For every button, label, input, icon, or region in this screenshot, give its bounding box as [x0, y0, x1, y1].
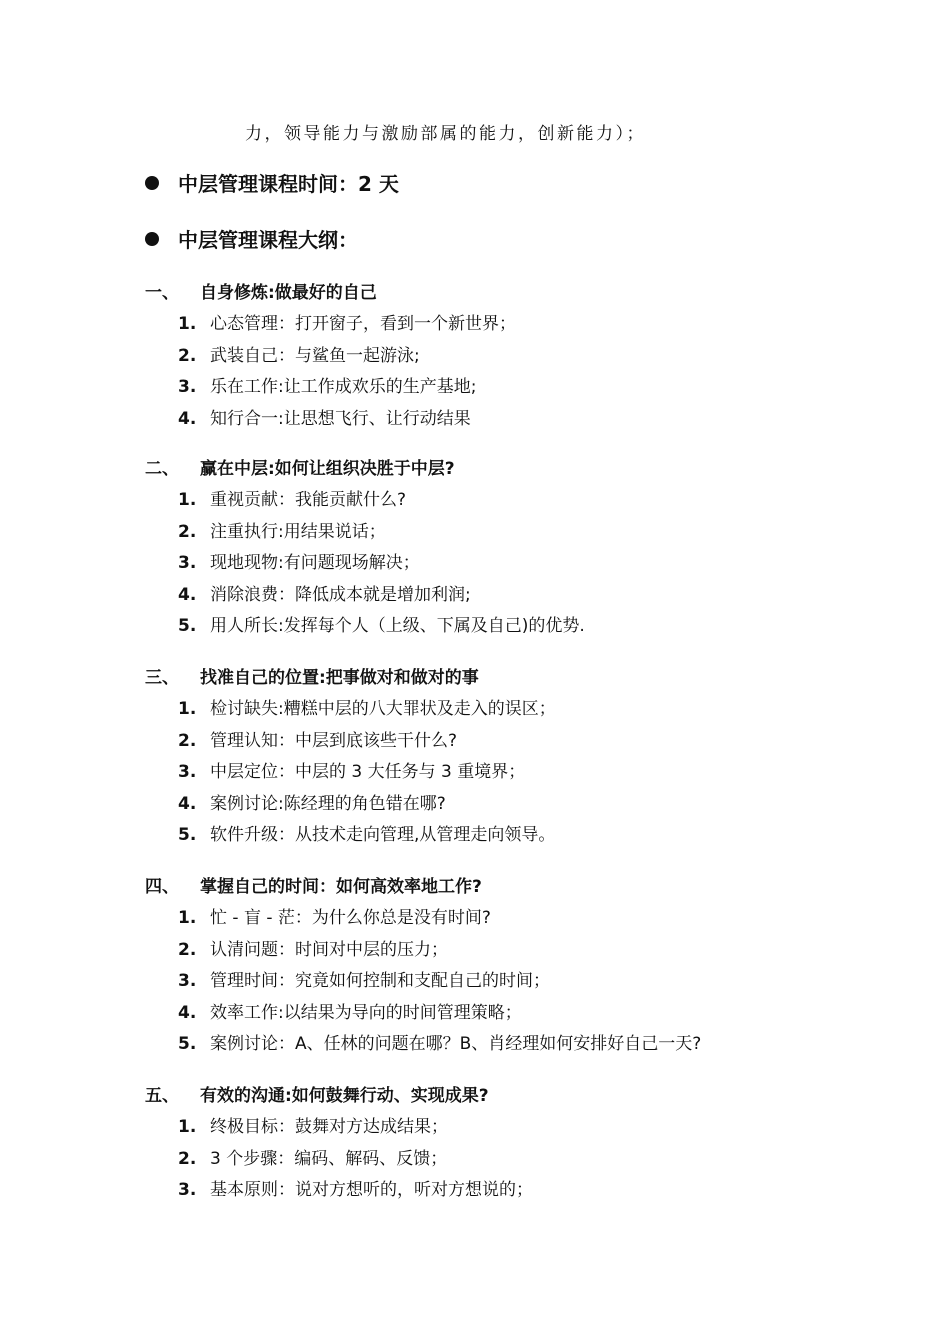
list-item [145, 935, 845, 967]
item-number: 2. [178, 939, 197, 960]
bullet-dot-icon [145, 232, 159, 246]
section-title: 掌握自己的时间：如何高效率地工作? [200, 877, 482, 897]
item-text: 心态管理：打开窗子，看到一个新世界； [210, 314, 516, 334]
list-item [145, 694, 845, 726]
section-number: 二、 [145, 459, 179, 479]
item-number: 3. [178, 1180, 197, 1200]
item-number: 2. [178, 730, 197, 751]
list-item [145, 341, 845, 373]
list-item [145, 820, 845, 852]
item-text: 认清问题：时间对中层的压力； [210, 939, 448, 960]
list-item [145, 1144, 845, 1176]
bullet-course-outline [145, 225, 358, 255]
item-number: 1. [178, 314, 197, 334]
list-item [145, 517, 845, 549]
section-heading [145, 662, 845, 694]
item-number: 2. [178, 1148, 197, 1169]
item-number: 5. [178, 1034, 197, 1054]
item-text: 检讨缺失:糟糕中层的八大罪状及走入的误区； [210, 699, 556, 719]
continuation-text: 力，领导能力与激励部属的能力，创新能力）； [245, 124, 646, 144]
item-text: 用人所长:发挥每个人（上级、下属及自己)的优势. [210, 616, 585, 636]
list-item [145, 372, 845, 404]
section-title: 赢在中层:如何让组织决胜于中层? [200, 459, 455, 479]
section-4 [145, 871, 845, 1061]
item-number: 3. [178, 377, 197, 397]
list-item [145, 404, 845, 436]
list-item [145, 309, 845, 341]
item-number: 2. [178, 345, 197, 366]
item-text: 乐在工作:让工作成欢乐的生产基地; [210, 377, 477, 397]
section-title: 自身修炼:做最好的自己 [200, 283, 377, 303]
bullet-course-duration [145, 169, 399, 199]
item-number: 1. [178, 908, 197, 928]
list-item [145, 548, 845, 580]
section-2 [145, 453, 845, 643]
item-text: 基本原则：说对方想听的，听对方想说的； [210, 1180, 533, 1200]
item-number: 3. [178, 553, 197, 573]
list-item [145, 1112, 845, 1144]
list-item [145, 726, 845, 758]
list-item [145, 611, 845, 643]
item-text: 武装自己：与鲨鱼一起游泳; [210, 345, 420, 366]
section-heading [145, 871, 845, 903]
section-number: 一、 [145, 283, 179, 303]
item-number: 2. [178, 521, 197, 542]
list-item [145, 966, 845, 998]
section-title: 有效的沟通:如何鼓舞行动、实现成果? [200, 1086, 489, 1106]
list-item [145, 789, 845, 821]
list-item [145, 998, 845, 1030]
section-heading [145, 277, 845, 309]
bullet-text: 中层管理课程大纲： [178, 228, 358, 252]
item-text: 消除浪费：降低成本就是增加利润; [210, 584, 471, 605]
item-text: 终极目标：鼓舞对方达成结果； [210, 1117, 448, 1137]
item-number: 4. [178, 408, 197, 429]
bullet-dot-icon [145, 176, 159, 190]
item-number: 3. [178, 762, 197, 782]
list-item [145, 903, 845, 935]
item-number: 5. [178, 616, 197, 636]
list-item [145, 1029, 845, 1061]
item-text: 3 个步骤：编码、解码、反馈； [210, 1148, 448, 1169]
item-text: 软件升级：从技术走向管理,从管理走向领导。 [210, 825, 556, 845]
section-heading [145, 453, 845, 485]
item-text: 知行合一:让思想飞行、让行动结果 [210, 408, 471, 429]
item-number: 1. [178, 1117, 197, 1137]
section-1 [145, 277, 845, 435]
item-number: 4. [178, 1002, 197, 1023]
item-text: 中层定位：中层的 3 大任务与 3 重境界； [210, 762, 526, 782]
item-text: 重视贡献：我能贡献什么? [210, 490, 407, 510]
section-number: 三、 [145, 668, 179, 688]
item-text: 忙 - 盲 - 茫：为什么你总是没有时间? [210, 908, 491, 928]
item-number: 1. [178, 490, 197, 510]
item-text: 效率工作:以结果为导向的时间管理策略； [210, 1002, 522, 1023]
item-text: 管理认知：中层到底该些干什么? [210, 730, 458, 751]
item-number: 4. [178, 584, 197, 605]
item-text: 管理时间：究竟如何控制和支配自己的时间； [210, 971, 550, 991]
section-3 [145, 662, 845, 852]
item-text: 现地现物:有问题现场解决； [210, 553, 420, 573]
section-number: 四、 [145, 877, 179, 897]
section-title: 找准自己的位置:把事做对和做对的事 [200, 668, 479, 688]
item-number: 5. [178, 825, 197, 845]
item-number: 4. [178, 793, 197, 814]
list-item [145, 580, 845, 612]
item-text: 案例讨论:陈经理的角色错在哪? [210, 793, 446, 814]
item-number: 1. [178, 699, 197, 719]
list-item [145, 1175, 845, 1207]
bullet-text: 中层管理课程时间：2 天 [178, 172, 399, 196]
section-heading [145, 1080, 845, 1112]
list-item [145, 757, 845, 789]
section-5 [145, 1080, 845, 1207]
item-number: 3. [178, 971, 197, 991]
item-text: 案例讨论：A、任林的问题在哪？B、肖经理如何安排好自己一天? [210, 1034, 702, 1054]
list-item [145, 485, 845, 517]
item-text: 注重执行:用结果说话； [210, 521, 386, 542]
section-number: 五、 [145, 1086, 179, 1106]
